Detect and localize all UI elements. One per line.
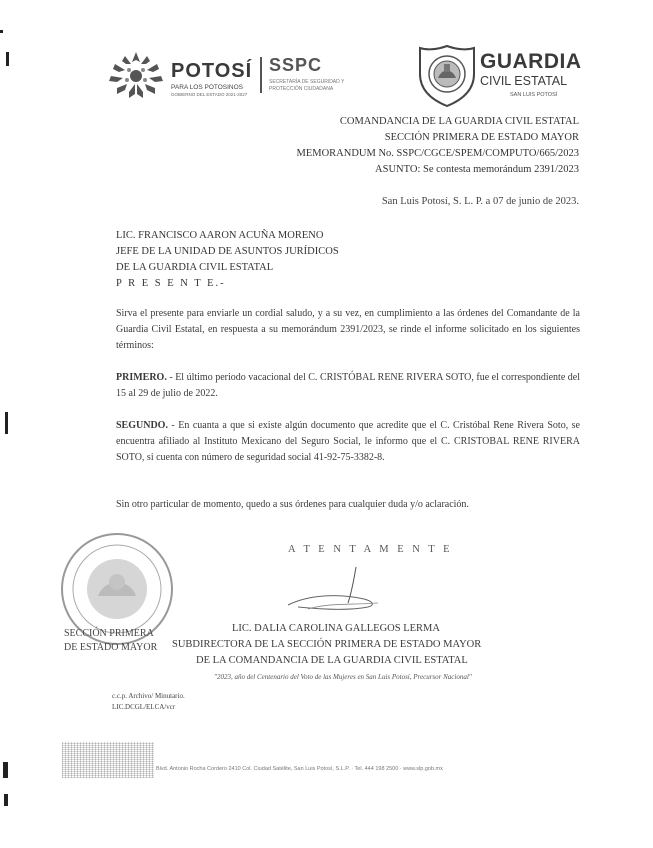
footer-pattern — [62, 742, 154, 778]
potosi-tagline-2: GOBIERNO DEL ESTADO 2021-2027 — [171, 92, 248, 97]
seal-label-2: DE ESTADO MAYOR — [64, 642, 158, 653]
sspc-subtitle: SECRETARÍA DE SEGURIDAD Y PROTECCIÓN CIUDADANA — [269, 79, 345, 92]
guardia-logo — [418, 44, 598, 110]
shield-badge-icon — [418, 44, 476, 108]
potosi-emblem-icon — [105, 48, 167, 104]
segundo-label: SEGUNDO. — [116, 420, 168, 431]
scan-mark — [4, 794, 8, 806]
addressee-present: P R E S E N T E.- — [116, 278, 226, 289]
addressee-position: JEFE DE LA UNIDAD DE ASUNTOS JURÍDICOS — [116, 246, 339, 257]
guardia-wordmark: GUARDIA — [480, 50, 582, 73]
seal-label-1: SECCIÓN PRIMERA — [64, 628, 154, 639]
potosi-tagline: PARA LOS POTOSINOS — [171, 84, 244, 91]
scan-mark — [0, 30, 3, 33]
memo-subject: ASUNTO: Se contesta memorándum 2391/2023 — [375, 164, 579, 175]
farewell: A T E N T A M E N T E — [288, 544, 453, 555]
segundo-text: - En cuanta a que si existe algún documento que acredite que el C. Cristóbal Rene Rivera Soto, se encuentra afiliado al Instituto Mexicano del Seguro Social, le informo que el C. CRISTOBAL RENE RIVERA SOTO, si cuenta con número de seguridad social 41-92-75-3382-8. — [116, 420, 580, 463]
signature-icon — [268, 565, 398, 625]
sspc-divider — [260, 57, 262, 93]
segundo-paragraph — [116, 418, 580, 466]
ccp-line-2: LIC.DCGL/ELCA/vcr — [112, 703, 176, 711]
footer-address: Blvd. Antonio Rocha Cordero 2410 Col. Ciudad Satélite, San Luis Potosí, S.L.P. · Tel. 444 198 2500 · www.slp.gob.mx — [156, 766, 443, 772]
scan-mark — [3, 762, 8, 778]
signer-name: LIC. DALIA CAROLINA GALLEGOS LERMA — [232, 623, 440, 634]
sspc-logo — [260, 55, 380, 100]
intro-paragraph: Sirva el presente para enviarle un cordial saludo, y a su vez, en cumplimiento a las órdenes del Comandante de la Guardia Civil Estatal, en respuesta a su memorándum 2391/2023, se rinde el informe solicitado en los siguientes términos: — [116, 308, 580, 351]
date-line: San Luis Potosí, S. L. P. a 07 de junio de 2023. — [381, 196, 579, 207]
primero-text: - El último periodo vacacional del C. CRISTÓBAL RENE RIVERA SOTO, fue el correspondiente del 15 al 29 de julio de 2022. — [116, 372, 580, 399]
potosi-logo — [105, 48, 265, 108]
guardia-subtitle: CIVIL ESTATAL — [480, 74, 568, 88]
addressee-org: DE LA GUARDIA CIVIL ESTATAL — [116, 262, 274, 273]
office-title: COMANDANCIA DE LA GUARDIA CIVIL ESTATAL — [339, 116, 579, 127]
scan-mark — [6, 52, 9, 66]
section-title: SECCIÓN PRIMERA DE ESTADO MAYOR — [384, 132, 579, 143]
closing-paragraph: Sin otro particular de momento, quedo a sus órdenes para cualquier duda y/o aclaración. — [116, 499, 469, 510]
official-motto: "2023, año del Centenario del Voto de las Mujeres en San Luis Potosí, Precursor Nacional" — [214, 673, 472, 681]
primero-label: PRIMERO. — [116, 372, 167, 383]
primero-paragraph — [116, 370, 580, 402]
signer-title-1: SUBDIRECTORA DE LA SECCIÓN PRIMERA DE ESTADO MAYOR — [172, 639, 482, 650]
scan-mark — [5, 412, 8, 434]
sspc-wordmark: SSPC — [269, 55, 323, 75]
guardia-subtitle-2: SAN LUIS POTOSÍ — [510, 92, 558, 98]
memo-number: MEMORANDUM No. SSPC/CGCE/SPEM/COMPUTO/665/2023 — [296, 148, 579, 159]
potosi-wordmark: POTOSÍ — [171, 60, 253, 82]
ccp-line-1: c.c.p. Archivo/ Minutario. — [112, 692, 185, 700]
signer-title-2: DE LA COMANDANCIA DE LA GUARDIA CIVIL ESTATAL — [196, 655, 468, 666]
addressee-name: LIC. FRANCISCO AARON ACUÑA MORENO — [116, 230, 324, 241]
